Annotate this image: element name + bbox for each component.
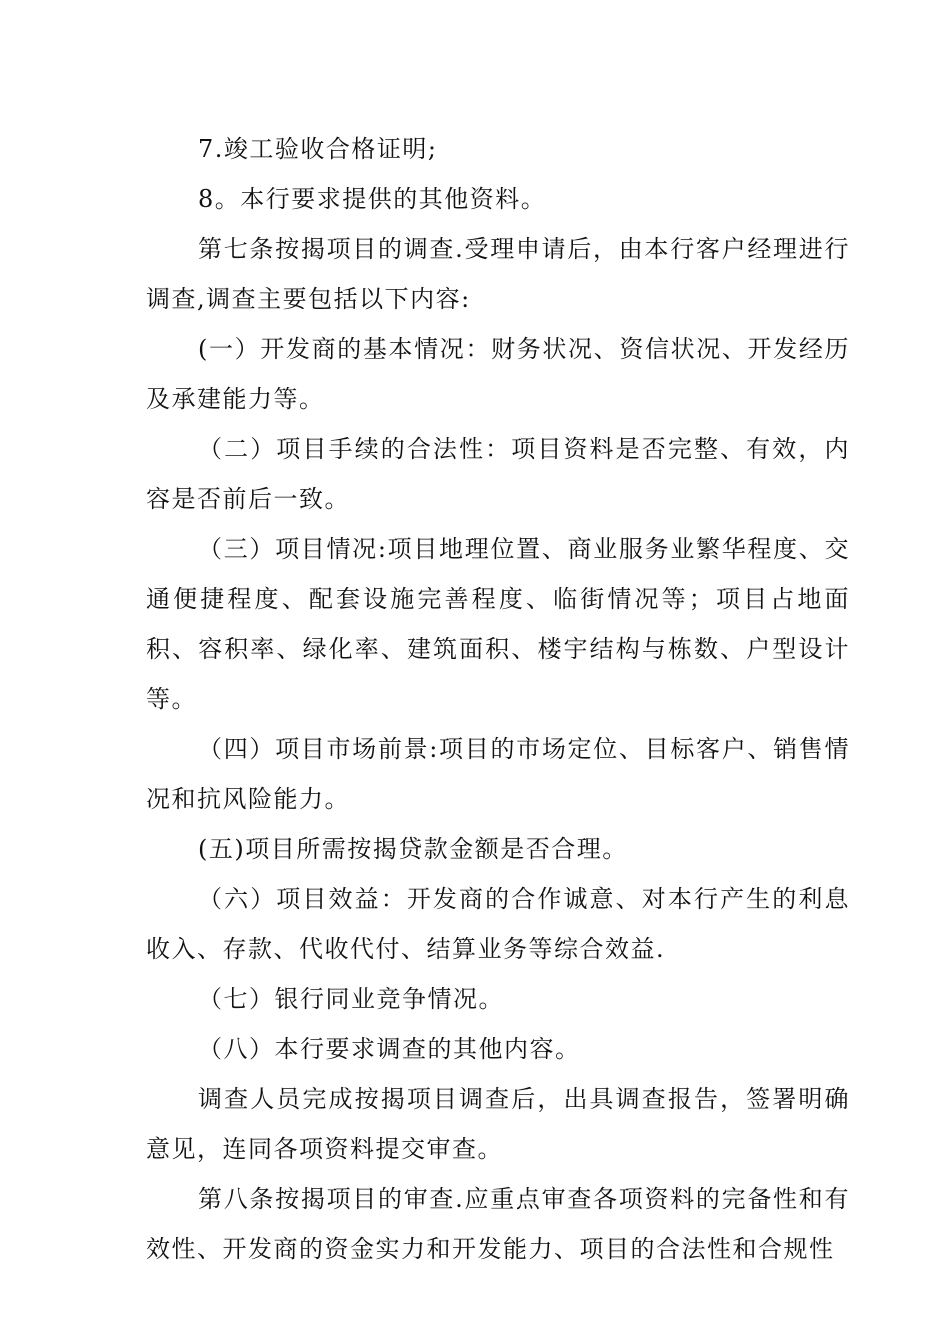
paragraph-item-2: （二）项目手续的合法性：项目资料是否完整、有效，内容是否前后一致。 [146,435,850,513]
paragraph-item-1: (一）开发商的基本情况：财务状况、资信状况、开发经历及承建能力等。 [146,335,850,413]
paragraph-item-4: （四）项目市场前景:项目的市场定位、目标客户、销售情况和抗风险能力。 [146,735,850,813]
paragraph-article-7: 第七条按揭项目的调查.受理申请后，由本行客户经理进行调查,调查主要包括以下内容: [146,235,850,313]
document-body [146,124,850,1274]
paragraph-item-7: （七）银行同业竞争情况。 [198,985,504,1013]
paragraph-item-6: （六）项目效益：开发商的合作诚意、对本行产生的利息收入、存款、代收代付、结算业务等综合效益. [146,885,850,963]
paragraph-item-8: （八）本行要求调查的其他内容。 [198,1035,581,1063]
paragraph-article-8: 第八条按揭项目的审查.应重点审查各项资料的完备性和有效性、开发商的资金实力和开发能力、项目的合法性和合规性 [146,1185,850,1263]
paragraph-item-5: (五)项目所需按揭贷款金额是否合理。 [198,835,628,863]
paragraph-item-3: （三）项目情况:项目地理位置、商业服务业繁华程度、交通便捷程度、配套设施完善程度、临街情况等；项目占地面积、容积率、绿化率、建筑面积、楼宇结构与栋数、户型设计等。 [146,535,850,713]
paragraph-other-materials: 8。本行要求提供的其他资料。 [198,185,547,213]
paragraph-survey-report: 调查人员完成按揭项目调查后，出具调查报告，签署明确意见，连同各项资料提交审查。 [146,1085,850,1163]
paragraph-completion-certificate: 7.竣工验收合格证明; [198,135,438,163]
